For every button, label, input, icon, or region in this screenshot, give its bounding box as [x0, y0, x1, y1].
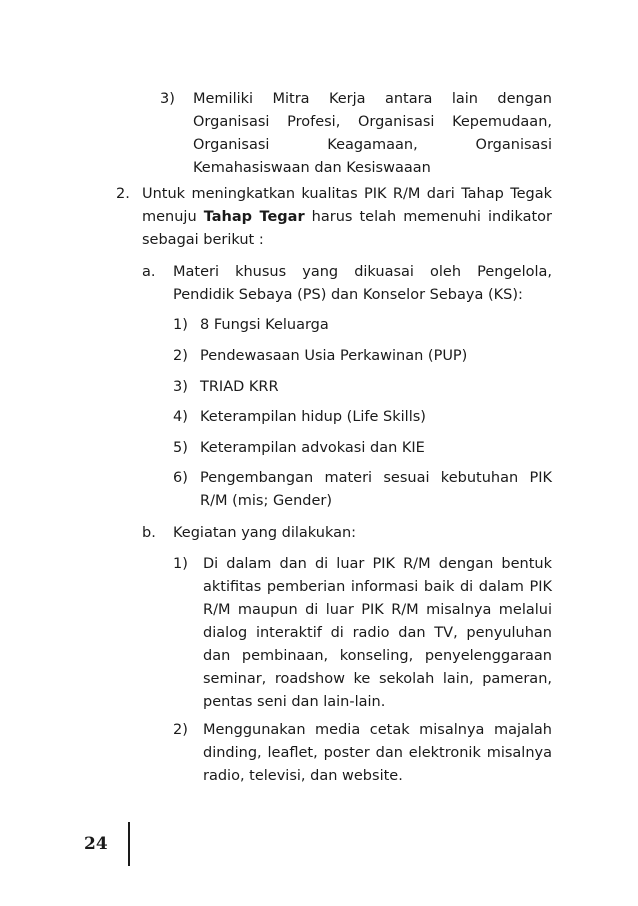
point-text: Kegiatan yang dilakukan:	[173, 525, 357, 541]
list-item-text: Menggunakan media cetak misalnya majalah dinding, leaflet, poster dan elektronik misalnya radio, televisi, dan website.	[203, 722, 552, 784]
list-item-text: Keterampilan advokasi dan KIE	[200, 440, 425, 456]
list-item-text: Pendewasaan Usia Perkawinan (PUP)	[200, 348, 468, 364]
list-item	[173, 406, 552, 429]
list-item	[173, 553, 552, 714]
list-marker: 3)	[173, 379, 188, 395]
list-item	[173, 437, 552, 460]
point-b	[142, 522, 552, 545]
list-item-text: Memiliki Mitra Kerja antara lain dengan Organisasi Profesi, Organisasi Kepemudaan, Organisasi Keagamaan, Organisasi Kemahasiswaan dan Kesiswaaan	[193, 91, 552, 176]
list-item	[173, 467, 552, 513]
section-bold-term: Tahap Tegar	[203, 209, 305, 225]
list-marker: 1)	[173, 556, 188, 572]
list-item	[173, 719, 552, 788]
section-item	[116, 183, 552, 252]
footer-divider	[128, 822, 130, 866]
list-marker: 4)	[173, 409, 188, 425]
page-number: 24	[84, 834, 108, 854]
list-item-text: Pengembangan materi sesuai kebutuhan PIK R/M (mis; Gender)	[200, 470, 552, 509]
list-marker: 1)	[173, 317, 188, 333]
list-item	[173, 345, 552, 368]
point-marker: a.	[142, 264, 156, 280]
list-marker: 5)	[173, 440, 188, 456]
list-marker: 2)	[173, 348, 188, 364]
list-item-text: TRIAD KRR	[200, 379, 279, 395]
section-text-before: Untuk meningkatkan kualitas PIK R/M dari Tahap Tegak menuju	[142, 186, 552, 225]
point-marker: b.	[142, 525, 156, 541]
section-text-after: harus telah memenuhi indikator sebagai berikut :	[142, 209, 552, 248]
list-item-text: Keterampilan hidup (Life Skills)	[200, 409, 426, 425]
list-item	[173, 376, 552, 399]
list-marker: 6)	[173, 470, 188, 486]
list-item-text: Di dalam dan di luar PIK R/M dengan bentuk aktifitas pemberian informasi baik di dalam PIK R/M maupun di luar PIK R/M misalnya melalui dialog interaktif di radio dan TV, penyuluhan dan pembinaan, konseling, penyelenggaraan seminar, roadshow ke sekolah lain, pameran, pentas seni dan lain-lain.	[203, 556, 552, 710]
list-item	[160, 88, 552, 180]
list-marker: 2)	[173, 722, 188, 738]
section-marker: 2.	[116, 186, 130, 202]
list-item	[173, 314, 552, 337]
section-text	[142, 183, 552, 252]
list-marker: 3)	[160, 91, 175, 107]
list-item-text: 8 Fungsi Keluarga	[200, 317, 329, 333]
point-a	[142, 261, 552, 307]
point-text: Materi khusus yang dikuasai oleh Pengelola, Pendidik Sebaya (PS) dan Konselor Sebaya (KS):	[173, 264, 552, 303]
